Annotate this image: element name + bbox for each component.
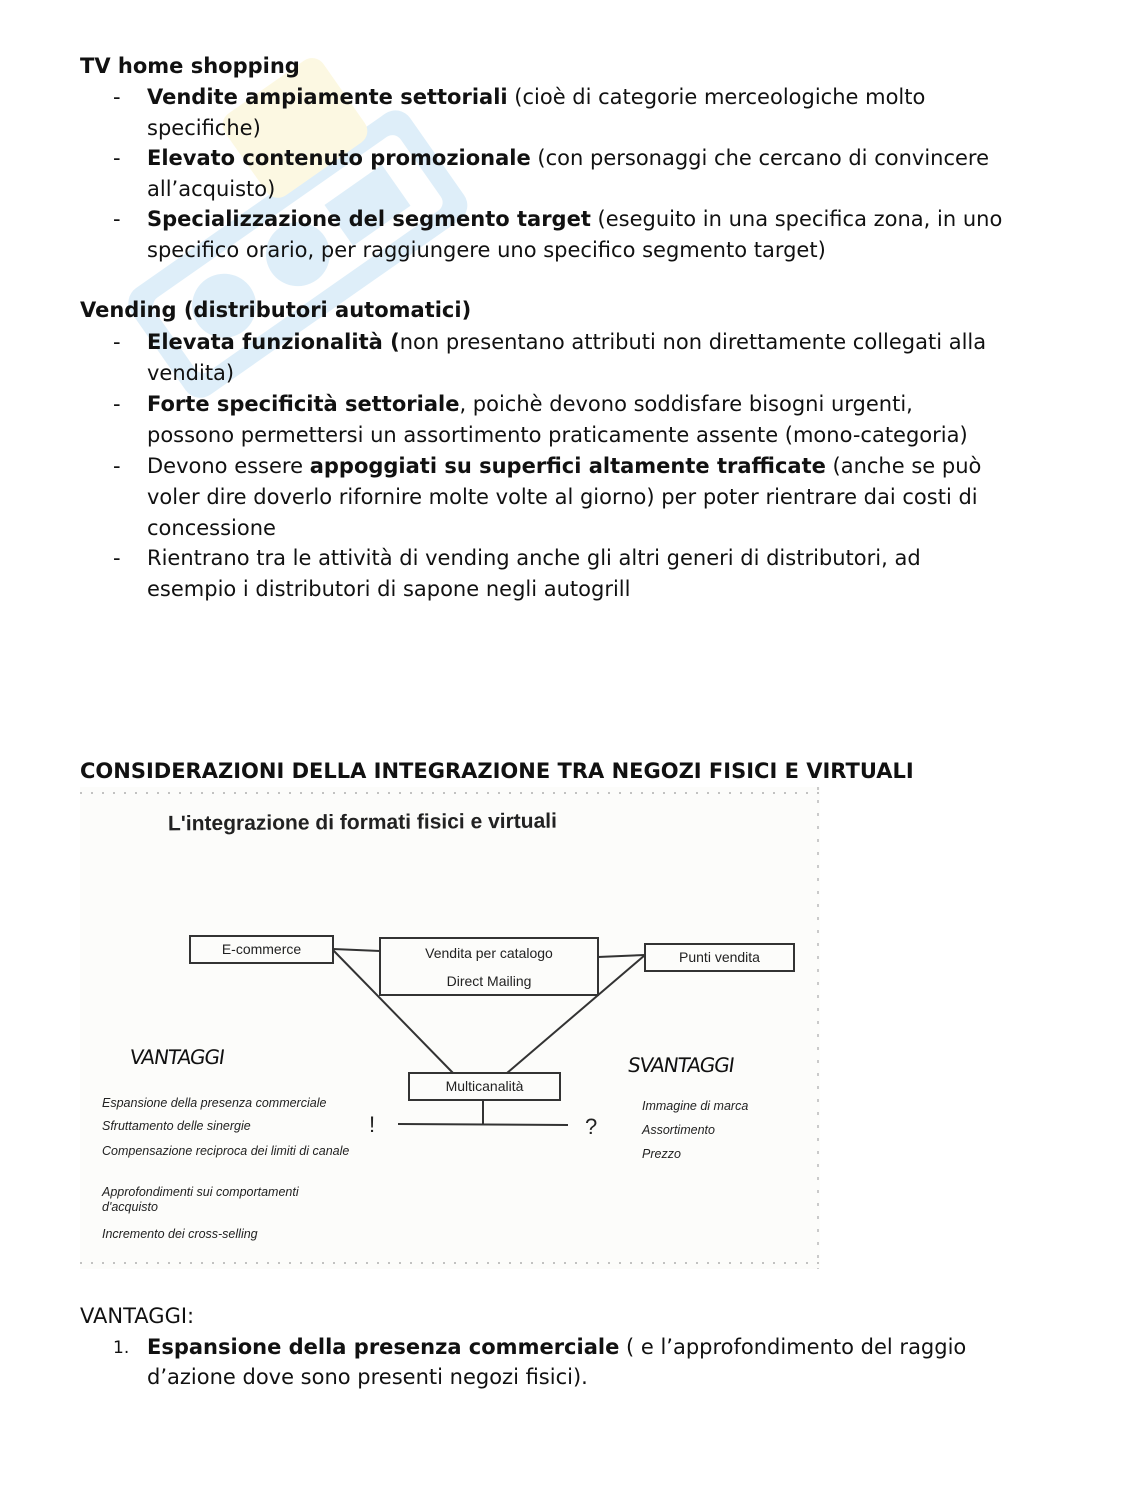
vending-bullet-3-cont: voler dire doverlo rifornire molte volte al giorno) per poter rientrare dai costi di <box>147 485 978 509</box>
pro-item: Approfondimenti sui comportamenti d'acquisto <box>102 1185 299 1214</box>
con-item: Prezzo <box>642 1147 681 1161</box>
tv-bullet-3: Specializzazione del segmento target (eseguito in una specifica zona, in uno <box>147 207 1003 231</box>
pro-item: Compensazione reciproca dei limiti di canale <box>102 1144 350 1158</box>
figure-title: L'integrazione di formati fisici e virtuali <box>167 809 557 836</box>
handwritten-svantaggi: SVANTAGGI <box>626 1053 736 1077</box>
vending-heading: Vending (distributori automatici) <box>80 298 472 322</box>
multichannel-label: Multicanalità <box>445 1078 524 1094</box>
vending-bullet-4: Rientrano tra le attività di vending anche gli altri generi di distributori, ad <box>147 546 921 570</box>
scanned-figure <box>80 787 820 1269</box>
integration-heading: CONSIDERAZIONI DELLA INTEGRAZIONE TRA NEGOZI FISICI E VIRTUALI <box>80 759 914 783</box>
ecommerce-label: E-commerce <box>221 941 302 957</box>
tv-heading: TV home shopping <box>80 54 300 78</box>
balance-line <box>398 1124 568 1125</box>
advantage-item-1: Espansione della presenza commerciale ( e l’approfondimento del raggio <box>147 1335 967 1359</box>
connector-catalog-stores <box>598 955 645 957</box>
vending-bullet-2: Forte specificità settoriale, poichè devono soddisfare bisogni urgenti, <box>147 392 913 416</box>
advantage-item-1-cont: d’azione dove sono presenti negozi fisici). <box>147 1365 588 1389</box>
advantages-heading: VANTAGGI: <box>80 1304 195 1328</box>
bullet-dash: - <box>113 330 121 354</box>
connector-ecom-multi <box>333 950 453 1073</box>
vending-bullet-1-cont: vendita) <box>147 361 235 385</box>
tv-bullet-1: Vendite ampiamente settoriali (cioè di categorie merceologiche molto <box>147 85 926 109</box>
vending-bullet-4-cont: esempio i distributori di sapone negli autogrill <box>147 577 631 601</box>
vending-bullet-3-cont2: concessione <box>147 516 276 540</box>
vending-bullet-2-cont: possono permettersi un assortimento praticamente assente (mono-categoria) <box>147 423 968 447</box>
tv-bullet-2: Elevato contenuto promozionale (con personaggi che cercano di convincere <box>147 146 990 170</box>
vending-bullet-3: Devono essere appoggiati su superfici altamente trafficate (anche se può <box>147 454 982 478</box>
pro-item: Espansione della presenza commerciale <box>102 1096 327 1110</box>
vending-bullet-1: Elevata funzionalità (non presentano attributi non direttamente collegati alla <box>147 330 987 354</box>
con-item: Assortimento <box>642 1123 715 1137</box>
bullet-dash: - <box>113 207 121 231</box>
connector-ecom-catalog <box>333 949 380 951</box>
tv-bullet-3-cont: specifico orario, per raggiungere uno specifico segmento target) <box>147 238 826 262</box>
catalog-label-line2: Direct Mailing <box>446 973 532 989</box>
exclamation-mark: ! <box>369 1112 376 1137</box>
bullet-dash: - <box>113 392 121 416</box>
tv-bullet-1-cont: specifiche) <box>147 116 261 140</box>
question-mark: ? <box>585 1114 598 1139</box>
bullet-dash: - <box>113 85 121 109</box>
con-item: Immagine di marca <box>642 1099 749 1113</box>
bullet-dash: - <box>113 146 121 170</box>
list-number: 1. <box>113 1338 130 1358</box>
tv-bullet-2-cont: all’acquisto) <box>147 177 276 201</box>
handwritten-vantaggi: VANTAGGI <box>128 1045 226 1069</box>
bullet-dash: - <box>113 546 121 570</box>
bullet-dash: - <box>113 454 121 478</box>
pro-item: Incremento dei cross-selling <box>102 1227 258 1241</box>
stores-label: Punti vendita <box>679 949 760 965</box>
catalog-label-line1: Vendita per catalogo <box>425 945 553 961</box>
pro-item: Sfruttamento delle sinergie <box>102 1119 251 1133</box>
